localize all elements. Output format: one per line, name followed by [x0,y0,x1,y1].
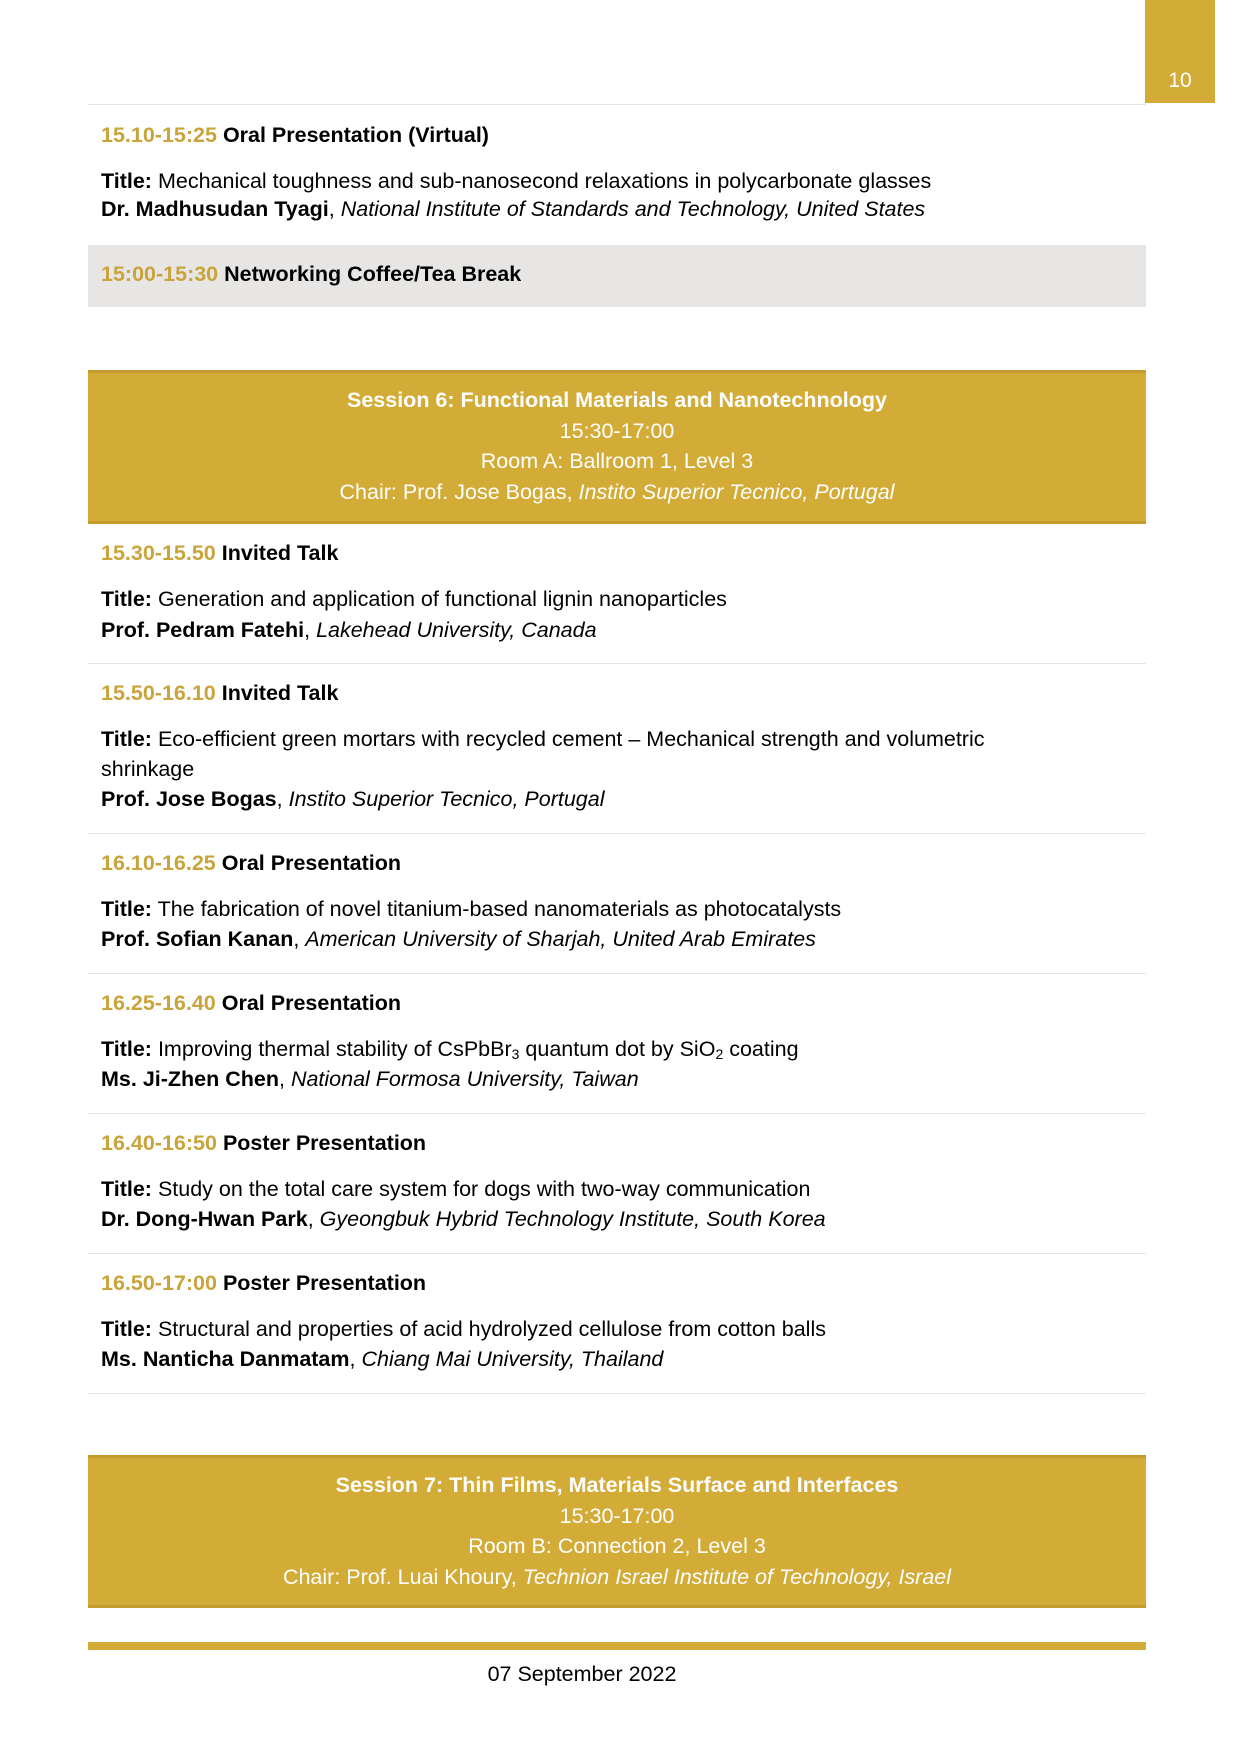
entry-speaker-line: Dr. Dong-Hwan Park, Gyeongbuk Hybrid Technology Institute, South Korea [101,1207,826,1231]
entry-type: Oral Presentation [221,851,401,875]
entry-title-text: Structural and properties of acid hydrolyzed cellulose from cotton balls [157,1317,826,1341]
coffee-break-banner [88,245,1146,307]
entry-heading [101,120,489,150]
entry-speaker-line: Ms. Nanticha Danmatam, Chiang Mai University, Thailand [101,1347,664,1371]
session-room: Room A: Ballroom 1, Level 3 [480,449,754,473]
entry-affiliation: Chiang Mai University, Thailand [361,1347,664,1371]
session-chair-affiliation: Technion Israel Institute of Technology, Israel [522,1564,952,1589]
program-entry [88,840,1146,974]
entry-speaker-line: Prof. Jose Bogas, Instito Superior Tecnico, Portugal [101,787,605,811]
entry-title-text [158,1037,799,1061]
entry-speaker: Ms. Nanticha Danmatam [101,1347,350,1371]
entry-heading [101,678,338,708]
session-time: 15:30-17:00 [559,418,675,443]
entry-time: 15.10-15:25 [101,123,217,147]
session-6-banner [88,370,1146,524]
entry-title [101,724,985,754]
entry-heading [101,1268,426,1298]
entry-time: 15.30-15.50 [101,541,216,565]
title-label: Title: [101,587,152,611]
entry-title-text: Study on the total care system for dogs with two-way communication [157,1177,811,1201]
entry-speaker: Prof. Pedram Fatehi [101,618,305,642]
entry-title-text: Mechanical toughness and sub-nanosecond relaxations in polycarbonate glasses [157,169,932,193]
entry-time: 15.50-16.10 [101,681,216,705]
entry-affiliation: American University of Sharjah, United Arab Emirates [305,927,816,951]
title-part: coating [723,1037,799,1061]
entry-type: Invited Talk [221,681,339,705]
program-entry [88,530,1146,664]
program-entry [88,980,1146,1114]
title-label: Title: [101,169,152,193]
entry-type: Poster Presentation [222,1131,427,1155]
title-label: Title: [101,1317,152,1341]
entry-speaker: Prof. Sofian Kanan [101,927,294,951]
title-part: Improving thermal stability of CsPbBr [157,1037,512,1061]
entry-speaker: Ms. Ji-Zhen Chen [101,1067,279,1091]
entry-type: Invited Talk [221,541,339,565]
program-entry [88,670,1146,834]
session-chair-affiliation: Instito Superior Tecnico, Portugal [578,479,895,504]
program-entry [88,1260,1146,1394]
entry-title [101,894,841,924]
entry-title [101,1034,799,1064]
entry-speaker: Dr. Madhusudan Tyagi [101,197,329,221]
entry-affiliation: Gyeongbuk Hybrid Technology Institute, South Korea [319,1207,826,1231]
footer-accent-bar [88,1642,1146,1650]
break-heading [101,259,521,289]
title-label: Title: [101,1177,152,1201]
session-chair [88,1562,1146,1593]
entry-title-text: Eco-efficient green mortars with recycled cement – Mechanical strength and volumetric [157,727,985,751]
title-part: quantum dot by SiO [519,1037,716,1061]
entry-title-text: The fabrication of novel titanium-based nanomaterials as photocatalysts [157,897,842,921]
session-time: 15:30-17:00 [559,1503,675,1528]
title-label: Title: [101,727,152,751]
title-label: Title: [101,897,152,921]
entry-title [101,584,727,614]
entry-heading [101,848,401,878]
entry-affiliation: Lakehead University, Canada [316,618,597,642]
entry-speaker: Dr. Dong-Hwan Park [101,1207,308,1231]
entry-speaker-line: Ms. Ji-Zhen Chen, National Formosa University, Taiwan [101,1067,639,1091]
session-chair-name: Chair: Prof. Luai Khoury, [282,1564,523,1589]
page-number: 10 [1168,69,1192,92]
entry-title [101,166,931,196]
session-room: Room B: Connection 2, Level 3 [468,1534,766,1558]
program-entry [88,112,1146,228]
entry-time: 16.50-17:00 [101,1271,217,1295]
entry-title-text: Generation and application of functional lignin nanoparticles [157,587,727,611]
entry-type: Oral Presentation [221,991,401,1015]
entry-speaker-line: Dr. Madhusudan Tyagi, National Institute of Standards and Technology, United States [101,197,926,221]
entry-speaker-line: Prof. Pedram Fatehi, Lakehead University, Canada [101,618,597,642]
session-chair [88,477,1146,508]
entry-title [101,1174,810,1204]
entry-title-continued: shrinkage [101,757,195,781]
entry-speaker-line: Prof. Sofian Kanan, American University of Sharjah, United Arab Emirates [101,927,816,951]
entry-affiliation: Instito Superior Tecnico, Portugal [288,787,605,811]
entry-speaker: Prof. Jose Bogas [101,787,277,811]
subscript: 3 [511,1046,520,1062]
subscript: 2 [715,1046,724,1062]
entry-time: 16.25-16.40 [101,991,216,1015]
entry-heading [101,1128,426,1158]
entry-heading [101,538,338,568]
entry-title [101,1314,826,1344]
entry-type: Oral Presentation (Virtual) [222,123,489,147]
footer-date: 07 September 2022 [487,1662,677,1686]
entry-type: Poster Presentation [222,1271,427,1295]
session-chair-name: Chair: Prof. Jose Bogas, [339,479,579,504]
entry-time: 16.40-16:50 [101,1131,217,1155]
entry-heading [101,988,401,1018]
entry-affiliation: National Institute of Standards and Technology, United States [340,197,926,221]
entry-affiliation: National Formosa University, Taiwan [290,1067,639,1091]
break-time: 15:00-15:30 [101,262,219,286]
page-number-tab [1145,0,1215,103]
program-entry [88,1120,1146,1254]
session-title: Session 7: Thin Films, Materials Surface and Interfaces [335,1473,899,1497]
entry-time: 16.10-16.25 [101,851,216,875]
top-divider [88,104,1146,105]
break-label: Networking Coffee/Tea Break [224,262,522,286]
title-label: Title: [101,1037,152,1061]
session-title: Session 6: Functional Materials and Nanotechnology [347,388,887,412]
session-7-banner [88,1455,1146,1608]
